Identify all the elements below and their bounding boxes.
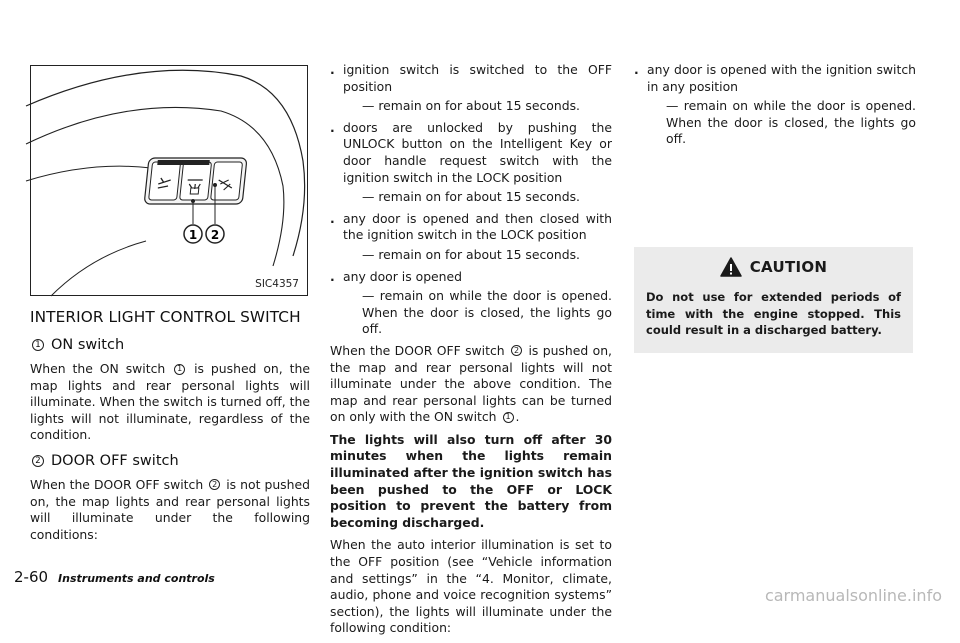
caution-heading bbox=[646, 257, 901, 277]
para2-part: . bbox=[515, 409, 520, 425]
circled-number-icon: 2 bbox=[32, 455, 44, 467]
callout-2: 2 bbox=[210, 228, 220, 242]
on-switch-paragraph bbox=[30, 361, 310, 444]
chapter-title: Instruments and controls bbox=[58, 572, 215, 585]
door-off-heading bbox=[30, 453, 310, 469]
circled-number-icon: 1 bbox=[174, 364, 185, 375]
para2-part: is pushed on, the map and rear personal lights will not illuminate under the above condition. The map and rear personal lights can be turned on only with the ON switch bbox=[330, 342, 612, 425]
bullet-icon: . bbox=[330, 62, 335, 77]
door-off-on-paragraph bbox=[330, 343, 612, 426]
overhead-console-drawing bbox=[31, 66, 309, 297]
on-para-part: is pushed on, the map lights and rear personal lights will illuminate. When the switch is turned off, the lights will not illuminate, regardless of the condition. bbox=[30, 361, 310, 443]
list-sub-text: — remain on while the door is opened. When the door is closed, the lights go off. bbox=[666, 98, 916, 147]
circled-number-icon: 1 bbox=[32, 339, 44, 351]
door-off-paragraph bbox=[30, 477, 310, 543]
list-item-text: ignition switch is switched to the OFF position bbox=[343, 62, 612, 94]
list-sub-item bbox=[330, 288, 612, 338]
bullet-icon: . bbox=[330, 210, 335, 226]
off-para-part: When the DOOR OFF switch bbox=[30, 476, 204, 492]
list-sub-text: — remain on for about 15 seconds. bbox=[362, 98, 580, 114]
bullet-icon: . bbox=[330, 119, 335, 135]
list-sub-item bbox=[330, 247, 612, 264]
column-1 bbox=[30, 308, 310, 549]
list-sub-text: — remain on for about 15 seconds. bbox=[362, 189, 580, 205]
list-item bbox=[330, 120, 612, 186]
on-switch-title: ON switch bbox=[51, 337, 125, 353]
off-para-part: is not pushed on, the map lights and rear personal lights will illuminate under the following conditions: bbox=[30, 476, 310, 542]
page-footer bbox=[14, 568, 215, 586]
list-sub-item bbox=[634, 98, 916, 148]
list-item-text: any door is opened with the ignition switch in any position bbox=[647, 62, 916, 94]
list-sub-item bbox=[330, 189, 612, 206]
list-item-text: any door is opened bbox=[343, 268, 463, 284]
figure-code: SIC4357 bbox=[255, 278, 299, 290]
on-switch-heading bbox=[30, 337, 310, 353]
list-item bbox=[330, 211, 612, 244]
on-para-part: When the ON switch bbox=[30, 361, 166, 376]
callout-1: 1 bbox=[188, 228, 198, 242]
list-sub-item bbox=[330, 98, 612, 115]
list-item bbox=[330, 269, 612, 286]
warning-icon bbox=[720, 257, 742, 277]
circled-number-icon: 1 bbox=[503, 412, 514, 423]
para2-part: When the DOOR OFF switch bbox=[330, 342, 505, 358]
column-2 bbox=[330, 62, 612, 643]
bullet-icon: . bbox=[330, 268, 335, 284]
list-sub-text: — remain on while the door is opened. When the door is closed, the lights go off. bbox=[362, 288, 612, 337]
circled-number-icon: 2 bbox=[209, 479, 220, 490]
list-item bbox=[634, 62, 916, 95]
list-item bbox=[330, 62, 612, 95]
list-item-text: any door is opened and then closed with the ignition switch in the LOCK position bbox=[343, 210, 612, 243]
column-3 bbox=[634, 62, 916, 153]
caution-title: CAUTION bbox=[749, 258, 828, 276]
circled-number-icon: 2 bbox=[511, 345, 522, 356]
auto-illumination-paragraph: When the auto interior illumination is set to the OFF position (see “Vehicle information and settings” in the “4. Monitor, climate, audio, phone and voice recognition systems” section), the lights will illuminate under the following condition: bbox=[330, 537, 612, 636]
bullet-icon: . bbox=[634, 62, 639, 77]
list-sub-text: — remain on for about 15 seconds. bbox=[362, 246, 580, 262]
caution-text: Do not use for extended periods of time with the engine stopped. This could result in a discharged battery. bbox=[646, 290, 901, 337]
page-number: 2-60 bbox=[14, 568, 49, 586]
section-title: INTERIOR LIGHT CONTROL SWITCH bbox=[30, 308, 301, 326]
watermark: carmanualsonline.info bbox=[764, 586, 942, 605]
battery-saver-paragraph: The lights will also turn off after 30 minutes when the lights remain illuminated after the ignition switch has been pushed to the OFF or LOCK position to prevent the battery from becoming discharged. bbox=[330, 431, 612, 530]
caution-box bbox=[634, 247, 913, 353]
list-item-text: doors are unlocked by pushing the UNLOCK button on the Intelligent Key or door handle request switch with the ignition switch in the LOCK position bbox=[343, 119, 612, 185]
switch-illustration bbox=[30, 65, 308, 296]
door-off-title: DOOR OFF switch bbox=[51, 452, 179, 469]
